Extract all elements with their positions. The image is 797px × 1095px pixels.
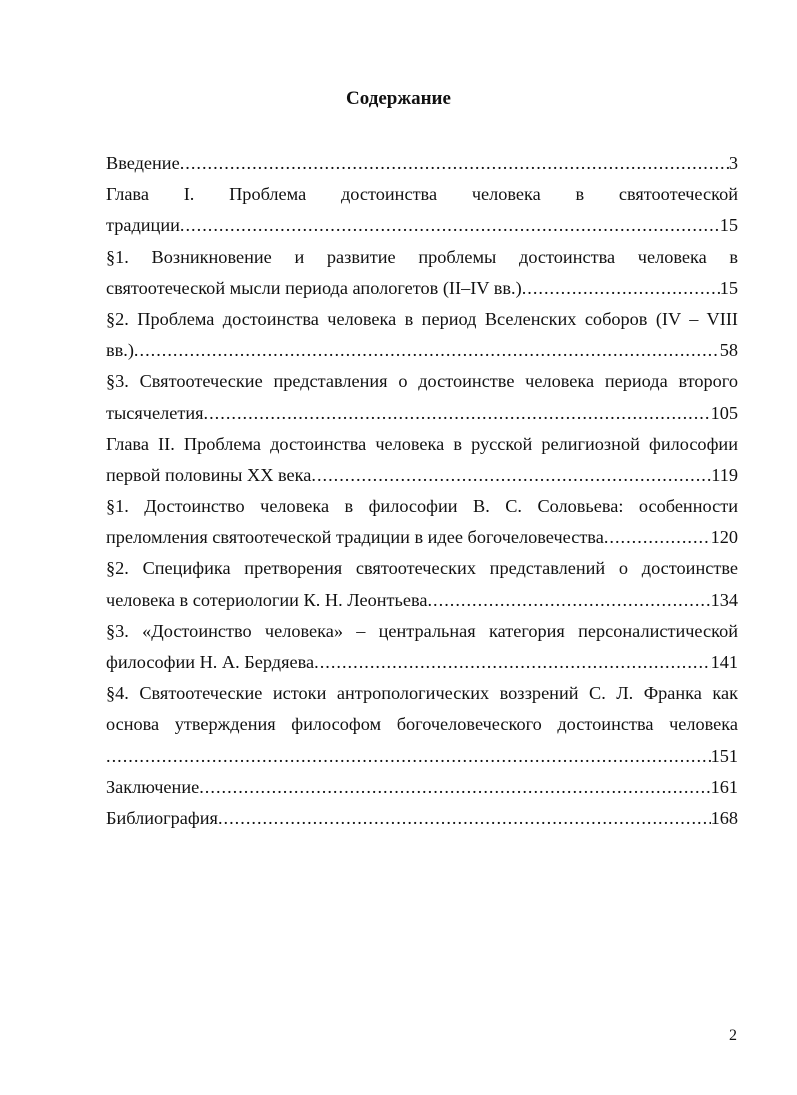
toc-entry-bibliography[interactable]: [106, 803, 738, 834]
toc-entry-text: философии Н. А. Бердяева: [106, 652, 315, 672]
toc-entry-2-4-line2[interactable]: основа утверждения философом богочеловеческого достоинства человека: [106, 714, 738, 735]
toc-entry-text: Заключение: [106, 776, 200, 797]
table-of-contents: [106, 148, 738, 834]
toc-entry-page: 168: [710, 807, 738, 828]
toc-leader-dots: [180, 148, 729, 179]
toc-entry-chapter-1[interactable]: [106, 210, 738, 241]
toc-entry-introduction[interactable]: [106, 148, 738, 179]
toc-entry-text: Введение: [106, 153, 180, 173]
toc-entry-2-3[interactable]: [106, 647, 738, 678]
toc-entry-text: первой половины XX века: [106, 464, 312, 485]
toc-entry-1-1[interactable]: [106, 273, 738, 304]
toc-entry-page: 161: [710, 776, 738, 797]
toc-leader-dots: [134, 335, 720, 366]
toc-entry-2-2-line1[interactable]: §2. Специфика претворения святоотеческих представлений о достоинстве: [106, 558, 738, 579]
toc-entry-page: 15: [719, 215, 738, 236]
toc-entry-2-1[interactable]: [106, 522, 738, 553]
toc-entry-1-3[interactable]: [106, 398, 738, 429]
toc-entry-1-3-line1[interactable]: §3. Святоотеческие представления о достоинстве человека периода второго: [106, 371, 738, 392]
toc-entry-page: 58: [719, 340, 738, 361]
toc-leader-dots: [522, 273, 720, 304]
toc-entry-1-1-line1[interactable]: §1. Возникновение и развитие проблемы достоинства человека в: [106, 246, 738, 267]
toc-entry-1-2-line1[interactable]: §2. Проблема достоинства человека в период Вселенских соборов (IV – VIII: [106, 308, 738, 329]
toc-entry-page: 120: [710, 527, 738, 548]
toc-entry-2-4[interactable]: [106, 741, 738, 772]
toc-entry-chapter-2[interactable]: [106, 460, 738, 491]
toc-leader-dots: [427, 585, 710, 616]
toc-leader-dots: [199, 772, 710, 803]
toc-leader-dots: [106, 741, 711, 772]
page-title: Содержание: [346, 88, 451, 109]
page-number: 2: [729, 1027, 737, 1044]
toc-entry-page: 3: [728, 153, 738, 173]
toc-entry-text: традиции: [106, 215, 180, 236]
toc-entry-page: 105: [710, 402, 738, 423]
toc-entry-chapter-1-line1[interactable]: Глава I. Проблема достоинства человека в святоотеческой: [106, 184, 738, 205]
toc-entry-2-3-line1[interactable]: §3. «Достоинство человека» – центральная категория персоналистической: [106, 620, 738, 641]
toc-entry-2-2[interactable]: [106, 585, 738, 616]
toc-entry-text: человека в сотериологии К. Н. Леонтьева: [106, 589, 428, 610]
toc-leader-dots: [204, 398, 711, 429]
toc-leader-dots: [604, 522, 711, 553]
toc-entry-2-1-line1[interactable]: §1. Достоинство человека в философии В. С. Соловьева: особенности: [106, 496, 738, 517]
toc-entry-conclusion[interactable]: [106, 772, 738, 803]
toc-leader-dots: [218, 803, 711, 834]
toc-entry-page: 134: [710, 589, 738, 610]
toc-entry-text: тысячелетия: [106, 402, 204, 423]
toc-leader-dots: [311, 460, 711, 491]
toc-entry-page: 151: [710, 745, 738, 766]
toc-entry-chapter-2-line1[interactable]: Глава II. Проблема достоинства человека в русской религиозной философии: [106, 433, 738, 454]
toc-entry-text: Библиография: [106, 807, 218, 828]
toc-entry-2-4-line1[interactable]: §4. Святоотеческие истоки антропологических воззрений С. Л. Франка как: [106, 683, 738, 704]
toc-entry-text: вв.): [106, 340, 134, 361]
toc-entry-text: святоотеческой мысли периода апологетов (II–IV вв.): [106, 277, 522, 298]
toc-entry-page: 119: [711, 464, 738, 485]
toc-entry-page: 15: [719, 277, 738, 298]
toc-leader-dots: [314, 647, 710, 678]
toc-leader-dots: [180, 210, 720, 241]
toc-entry-text: преломления святоотеческой традиции в идее богочеловечества: [106, 527, 604, 548]
toc-entry-page: 141: [710, 652, 738, 672]
toc-entry-1-2[interactable]: [106, 335, 738, 366]
